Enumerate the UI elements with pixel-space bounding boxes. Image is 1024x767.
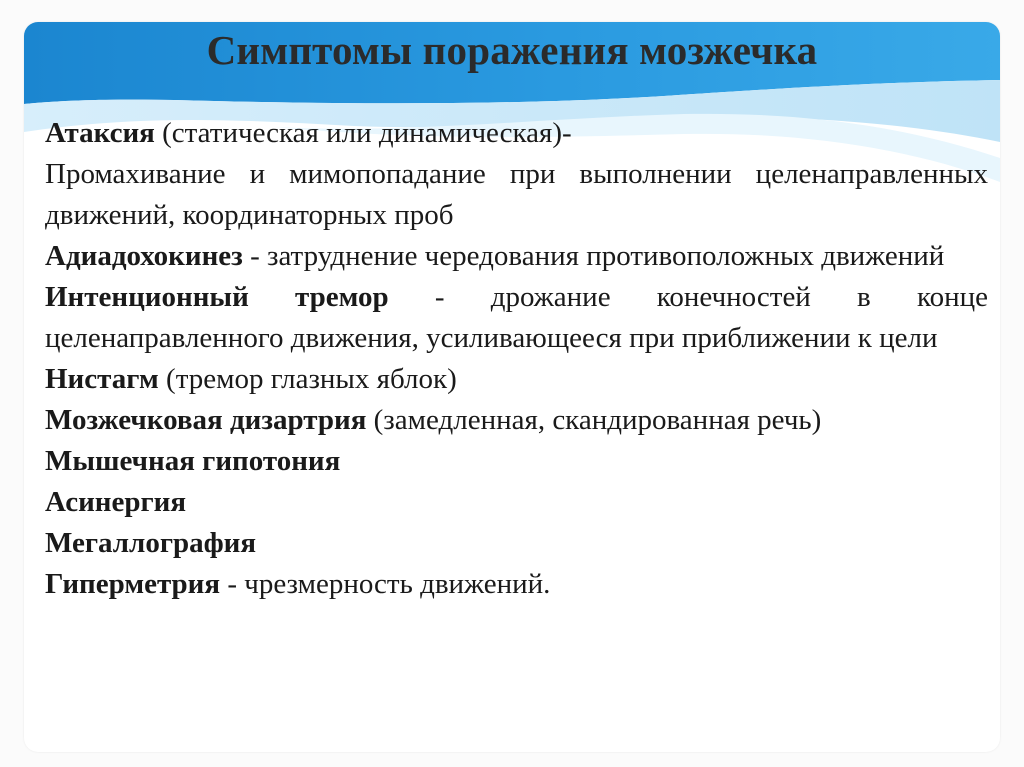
entry-desc: (замедленная, скандированная речь) [366,404,822,436]
entry-term: Мегаллография [45,527,257,559]
entry-dysarthria [45,400,988,441]
entry-ataxia-detail [45,154,988,236]
entry-desc: - дрожание конечностей в конце целенаправленного движения, усиливающееся при приближении к цели [45,281,988,354]
entry-term: Атаксия [45,117,155,149]
entry-hypermetria [45,564,988,605]
entry-hypotonia [45,441,988,482]
entry-term: Гиперметрия [45,568,221,600]
entry-term: Мозжечковая дизартрия [45,404,367,436]
entry-term: Интенционный тремор [45,281,389,313]
entry-nystagmus [45,359,988,400]
entry-desc: Промахивание и мимопопадание при выполнении целенаправленных движений, координаторных проб [45,158,988,231]
entry-desc: - чрезмерность движений. [220,568,551,600]
entry-term: Адиадохокинез [45,240,243,272]
entry-intention-tremor [45,277,988,359]
entry-desc: (статическая или динамическая)- [154,117,572,149]
symptoms-list [45,113,988,605]
slide-title: Симптомы поражения мозжечка [206,27,818,73]
entry-ataxia [45,113,988,154]
entry-desc: - затруднение чередования противоположных движений [242,240,945,272]
entry-asynergia [45,482,988,523]
entry-term: Асинергия [45,486,187,518]
entry-megalography [45,523,988,564]
entry-term: Мышечная гипотония [45,445,341,477]
entry-adiadochokinesis [45,236,988,277]
entry-desc: (тремор глазных яблок) [158,363,457,395]
entry-term: Нистагм [45,363,159,395]
